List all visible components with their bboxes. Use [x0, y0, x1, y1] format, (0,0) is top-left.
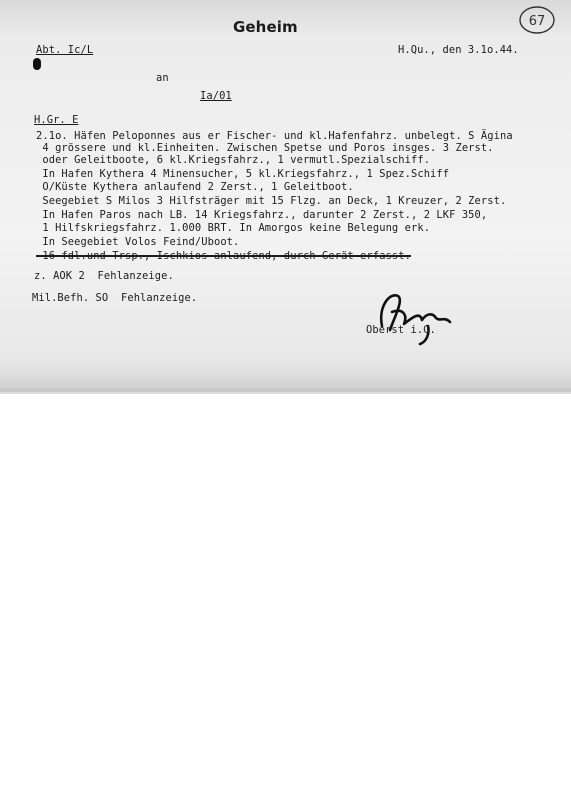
signature-title: Oberst i.G. — [366, 324, 436, 336]
paragraph-line: oder Geleitboote, 6 kl.Kriegsfahrz., 1 vermutl.Spezialschiff. — [36, 154, 431, 166]
handwritten-signature — [368, 286, 456, 346]
archive-number-stamp — [517, 4, 557, 36]
recipient: Ia/01 — [200, 90, 232, 102]
paragraph-line: 2.1o. Häfen Peloponnes aus er Fischer- und kl.Hafenfahrz. unbelegt. S Ägina — [36, 130, 513, 142]
scan-edge — [0, 388, 571, 394]
ink-blot — [33, 58, 41, 70]
paragraph-line: 1 Hilfskriegsfahrz. 1.000 BRT. In Amorgos keine Belegung erk. — [36, 222, 431, 234]
paragraph-line: In Seegebiet Volos Feind/Uboot. — [36, 236, 240, 248]
paragraph-line: 4 grössere und kl.Einheiten. Zwischen Spetse und Poros insges. 3 Zerst. — [36, 142, 494, 154]
paragraph-line: In Hafen Paros nach LB. 14 Kriegsfahrz., darunter 2 Zerst., 2 LKF 350, — [36, 209, 488, 221]
address-to: an — [156, 72, 169, 84]
archive-number: 67 — [528, 14, 546, 29]
place-and-date: H.Qu., den 3.1o.44. — [398, 44, 519, 56]
paragraph-line: Seegebiet S Milos 3 Hilfsträger mit 15 Flzg. an Deck, 1 Kreuzer, 2 Zerst. — [36, 195, 507, 207]
struck-through-line: 16 fdl.und Trsp., Ischkios anlaufend, durch Gerät erfasst. — [36, 250, 411, 262]
sender-department: Abt. Ic/L — [36, 44, 94, 56]
classification-heading: Geheim — [233, 18, 298, 36]
paragraph-line: O/Küste Kythera anlaufend 2 Zerst., 1 Geleitboot. — [36, 181, 354, 193]
aok-report: z. AOK 2 Fehlanzeige. — [34, 270, 174, 282]
befh-report: Mil.Befh. SO Fehlanzeige. — [32, 292, 198, 304]
paragraph-line: In Hafen Kythera 4 Minensucher, 5 kl.Kriegsfahrz., 1 Spez.Schiff — [36, 168, 450, 180]
section-label: H.Gr. E — [34, 114, 79, 126]
